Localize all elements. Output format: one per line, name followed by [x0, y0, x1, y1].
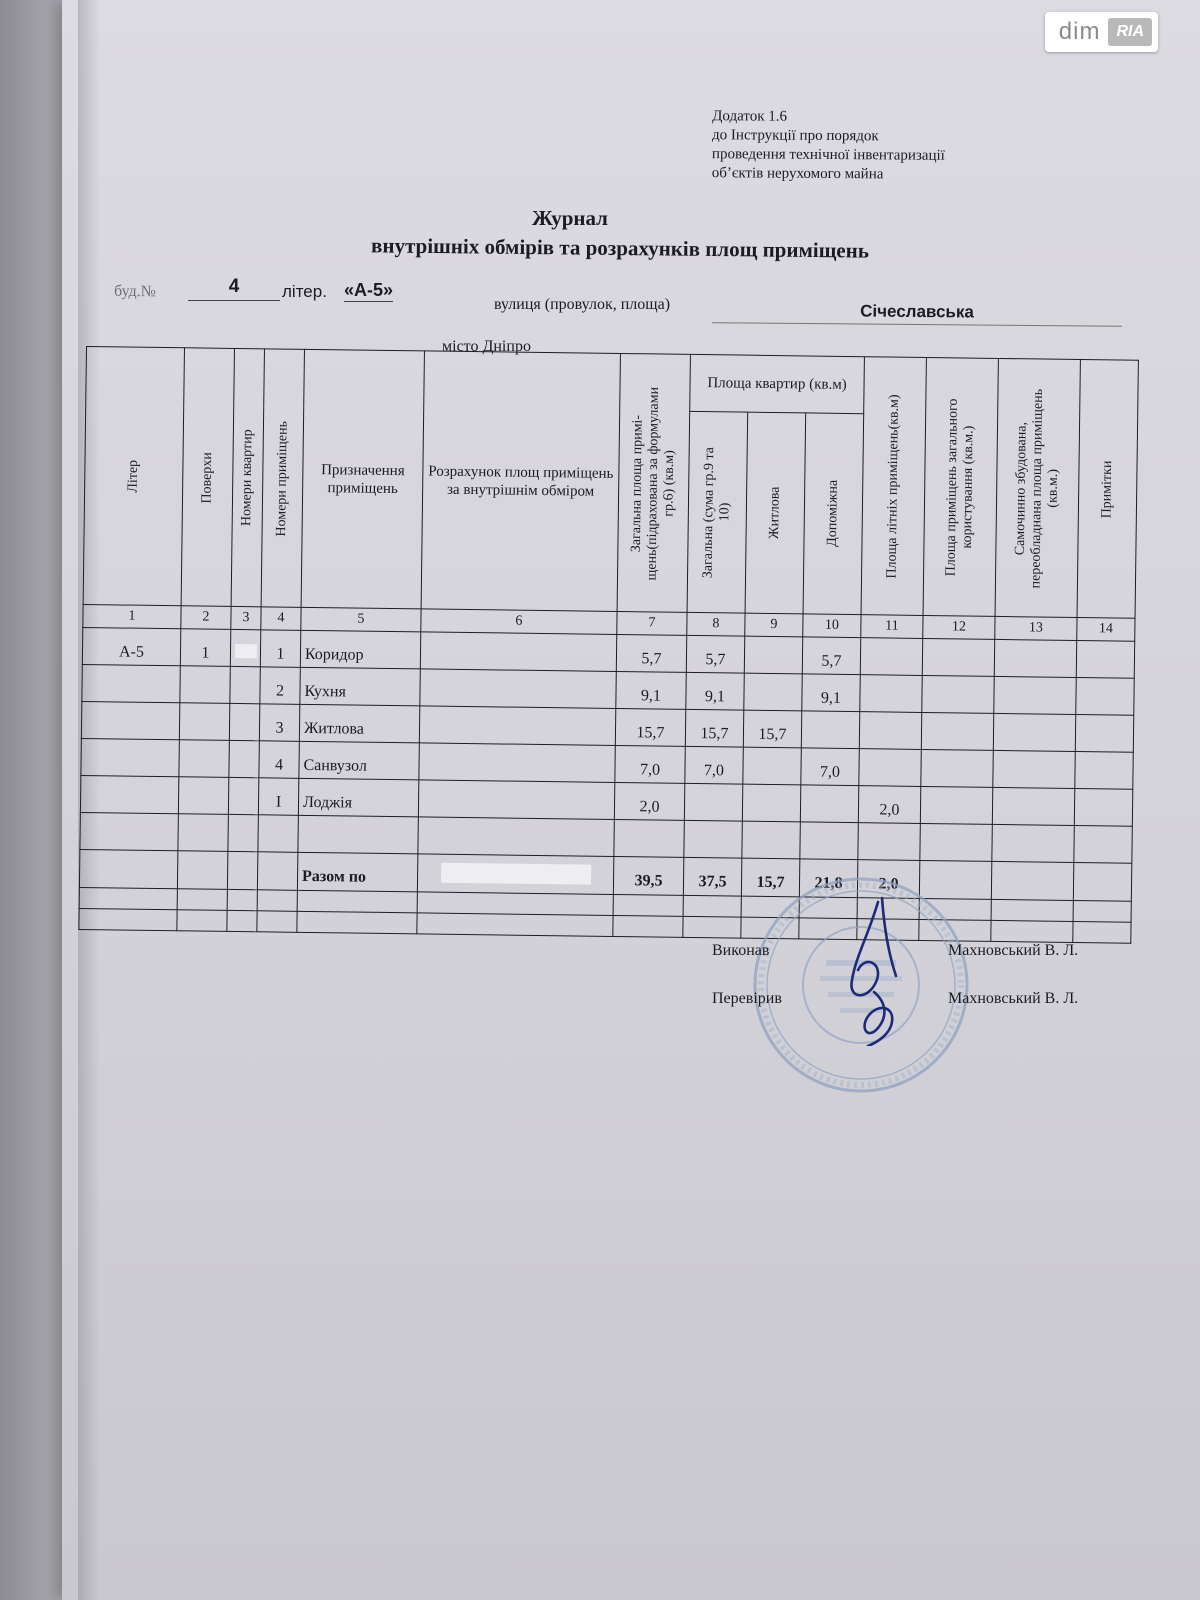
cell-unauthorized [992, 787, 1074, 825]
cell-apartment [228, 777, 258, 814]
cell-purpose: Коридор [300, 630, 420, 669]
header-floors: Поверхи [181, 348, 234, 607]
cell-room-number: 4 [259, 741, 299, 779]
cell-apartment [229, 703, 259, 740]
cell-summer [860, 675, 922, 713]
appendix-line-2: до Інструкції про порядок [712, 127, 879, 145]
totals-living: 15,7 [741, 858, 799, 897]
cell-apartment [230, 666, 260, 703]
column-number: 8 [687, 612, 745, 636]
performed-by-label: Виконав [712, 942, 770, 959]
cell-notes [1075, 751, 1133, 789]
document-subtitle: внутрішніх обмірів та розрахунків площ приміщень [370, 233, 870, 263]
column-number: 6 [421, 609, 617, 635]
watermark-dim-text: dim [1058, 18, 1101, 45]
building-number-label: буд.№ [113, 282, 157, 301]
cell-auxiliary: 9,1 [802, 674, 860, 712]
appendix-line-3: проведення технічної інвентаризації [711, 146, 945, 164]
header-summer-rooms: Площа літніх приміщень(кв.м) [861, 357, 926, 616]
performed-by-name: Махновський В. Л. [948, 942, 1079, 959]
column-number: 4 [261, 607, 301, 631]
liter-value: «А-5» [344, 280, 394, 300]
checked-by-label: Перевірив [712, 990, 782, 1007]
city-label: місто Дніпро [442, 338, 531, 355]
column-number: 9 [745, 613, 803, 637]
cell-purpose: Кухня [300, 667, 420, 706]
cell-notes [1075, 714, 1133, 752]
cell-apartment-total: 9,1 [686, 672, 744, 710]
document-title: Журнал [532, 206, 608, 230]
cell-living [744, 636, 802, 674]
cell-living [744, 673, 802, 711]
cell-purpose: Житлова [299, 704, 419, 743]
measurements-table [78, 346, 1139, 944]
appendix-note [712, 107, 945, 185]
totals-total-area: 39,5 [613, 856, 683, 895]
header-notes: Примітки [1077, 360, 1138, 619]
cell-calculation [418, 780, 614, 820]
header-apartment-living: Житлова [745, 412, 806, 614]
cell-apartment-redacted [230, 629, 260, 666]
cell-common [920, 786, 992, 824]
cell-total-area: 5,7 [616, 634, 686, 672]
cell-auxiliary [800, 785, 858, 823]
cell-total-area: 7,0 [615, 745, 685, 783]
cell-room-number: 3 [259, 704, 299, 742]
cell-auxiliary: 7,0 [801, 748, 859, 786]
header-total-area: Загальна площа примі-щень(підрахована за формулами гр.6) (кв.м) [617, 353, 690, 612]
cell-room-number: 2 [260, 667, 300, 705]
cell-total-area: 15,7 [615, 708, 685, 746]
totals-summer: 2,0 [857, 860, 919, 899]
measurements-table-wrapper [78, 346, 1138, 944]
cell-unauthorized [994, 639, 1076, 677]
cell-floor [180, 666, 230, 704]
cell-apartment-total: 5,7 [686, 635, 744, 673]
cell-auxiliary [801, 711, 859, 749]
cell-liter: А-5 [82, 627, 180, 665]
totals-label: Разом по [297, 852, 417, 892]
cell-summer [859, 749, 921, 787]
cell-room-number: 1 [260, 630, 300, 668]
cell-floor [179, 703, 229, 741]
cell-apartment-total [684, 783, 742, 821]
cell-notes [1076, 640, 1134, 678]
appendix-line-1: Додаток 1.6 [712, 108, 788, 125]
cell-common [921, 749, 993, 787]
cell-notes [1076, 677, 1134, 715]
checked-by-name: Махновський В. Л. [948, 990, 1079, 1007]
cell-summer [860, 638, 922, 676]
cell-notes [1074, 788, 1132, 826]
cell-summer: 2,0 [858, 786, 920, 824]
column-number: 7 [617, 611, 687, 635]
cell-unauthorized [993, 750, 1075, 788]
header-apartment-numbers: Номери квартир [231, 348, 264, 606]
cell-room-number: I [258, 778, 298, 816]
cell-total-area: 9,1 [616, 671, 686, 709]
cell-living [743, 747, 801, 785]
cell-living [742, 784, 800, 822]
cell-unauthorized [994, 676, 1076, 714]
cell-living: 15,7 [743, 710, 801, 748]
cell-liter [81, 738, 179, 776]
column-number: 1 [83, 604, 181, 628]
header-common-use: Площа приміщень загального користування (кв.м.) [923, 358, 998, 617]
totals-redacted-cell [417, 854, 613, 895]
header-room-purpose: Призначення приміщень [301, 349, 424, 609]
column-number: 2 [181, 606, 231, 630]
watermark-ria-logo: RIA [1108, 18, 1152, 46]
cell-calculation [419, 743, 615, 783]
header-apartment-total: Загальна (сума гр.9 та 10) [687, 411, 748, 613]
cell-summer [859, 712, 921, 750]
cell-floor [179, 740, 229, 778]
cell-auxiliary: 5,7 [802, 637, 860, 675]
column-number: 3 [231, 606, 261, 629]
cell-calculation [420, 632, 616, 672]
street-value: Січеславська [712, 300, 1122, 327]
cell-floor: 1 [180, 629, 230, 667]
cell-floor [178, 777, 228, 815]
cell-calculation [420, 669, 616, 709]
column-number: 12 [923, 615, 995, 639]
cell-total-area: 2,0 [614, 782, 684, 820]
cell-common [922, 638, 994, 676]
column-number: 5 [301, 607, 421, 632]
totals-auxiliary: 21,8 [799, 859, 857, 898]
column-number: 14 [1077, 617, 1135, 641]
street-label: вулиця (провулок, площа) [494, 296, 671, 313]
cell-liter [82, 664, 180, 702]
header-apartment-area-group: Площа квартир (кв.м) [690, 354, 865, 413]
handwritten-signature-icon [838, 896, 918, 1046]
header-apartment-auxiliary: Допоміжна [803, 413, 864, 615]
cell-apartment-total: 15,7 [685, 709, 743, 747]
cell-calculation [419, 706, 615, 746]
cell-common [921, 712, 993, 750]
cell-unauthorized [993, 713, 1075, 751]
cell-liter [81, 701, 179, 739]
header-room-numbers: Номери приміщень [261, 349, 304, 608]
header-unauthorized-area: Самочинно збудована, переобладнана площа приміщень (кв.м.) [995, 358, 1080, 617]
cell-liter [80, 775, 178, 813]
header-area-calculation: Розрахунок площ приміщень за внутрішнім обміром [421, 351, 620, 612]
liter-label: літер. [282, 282, 327, 301]
cell-common [922, 675, 994, 713]
appendix-line-4: об’єктів нерухомого майна [711, 165, 884, 183]
column-number: 10 [803, 614, 861, 638]
cell-apartment [229, 740, 259, 777]
building-number-value: 4 [188, 276, 280, 301]
cell-purpose: Лоджія [298, 778, 418, 817]
column-number: 11 [861, 615, 923, 639]
column-number: 13 [995, 616, 1077, 640]
dim-ria-watermark [1045, 12, 1158, 52]
cell-apartment-total: 7,0 [685, 746, 743, 784]
header-liter: Літер [83, 347, 184, 606]
cell-purpose: Санвузол [299, 741, 419, 780]
totals-apartment-total: 37,5 [683, 857, 741, 896]
